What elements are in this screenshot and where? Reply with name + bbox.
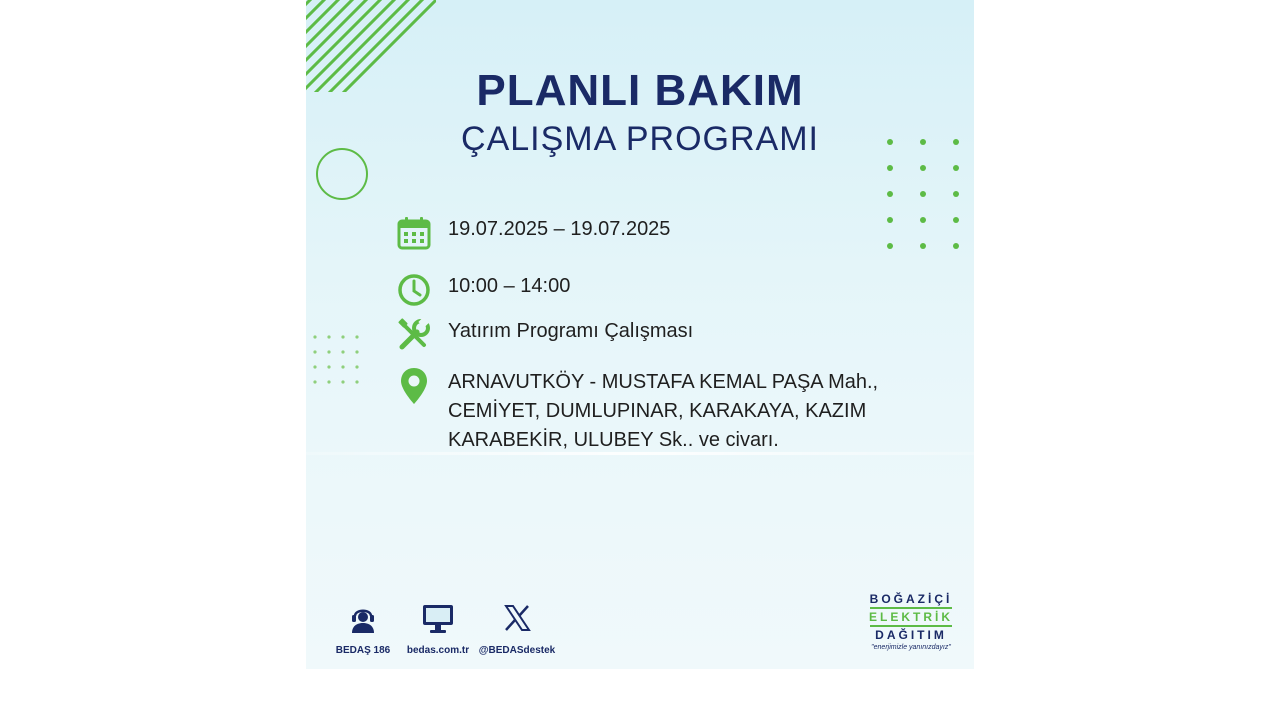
time-row (396, 272, 570, 308)
footer-phone (336, 602, 390, 656)
work-type-text: Yatırım Programı Çalışması (448, 320, 694, 342)
location-row (396, 368, 898, 455)
brand-line-2: ELEKTRİK (869, 610, 953, 624)
location-line: CEMİYET, DUMLUPINAR, KARAKAYA, KAZIM (448, 400, 867, 422)
poster-title: PLANLI BAKIM (476, 66, 804, 115)
date-range-text: 19.07.2025 – 19.07.2025 (448, 218, 671, 240)
x-logo-icon (501, 602, 533, 639)
support-agent-icon (347, 602, 379, 639)
footer-social (480, 602, 554, 656)
work-type-row (396, 317, 693, 353)
poster-subtitle: ÇALIŞMA PROGRAMI (461, 120, 819, 158)
phone-label: BEDAŞ 186 (335, 645, 391, 656)
monitor-icon (421, 602, 455, 639)
clock-icon (396, 272, 432, 308)
map-pin-icon (396, 368, 432, 404)
date-row (396, 215, 670, 251)
company-logo (866, 592, 956, 651)
brand-line-3: DAĞITIM (875, 628, 947, 642)
brand-line-1: BOĞAZİÇİ (869, 592, 953, 606)
tools-icon (396, 317, 432, 353)
calendar-icon (396, 215, 432, 251)
location-line: ARNAVUTKÖY - MUSTAFA KEMAL PAŞA Mah., (448, 371, 879, 393)
brand-slogan: "enerjimizle yanınızdayız" (871, 644, 951, 651)
time-range-text: 10:00 – 14:00 (448, 275, 571, 297)
brand-divider (870, 625, 952, 627)
location-text (448, 368, 898, 455)
social-label: @BEDASdestek (478, 645, 556, 656)
location-line: KARABEKİR, ULUBEY Sk.. ve civarı. (448, 429, 779, 451)
maintenance-poster (306, 0, 974, 669)
footer-website (406, 602, 470, 656)
decorative-dot-grid-left (312, 334, 362, 386)
brand-divider (870, 607, 952, 609)
website-label: bedas.com.tr (406, 645, 470, 656)
